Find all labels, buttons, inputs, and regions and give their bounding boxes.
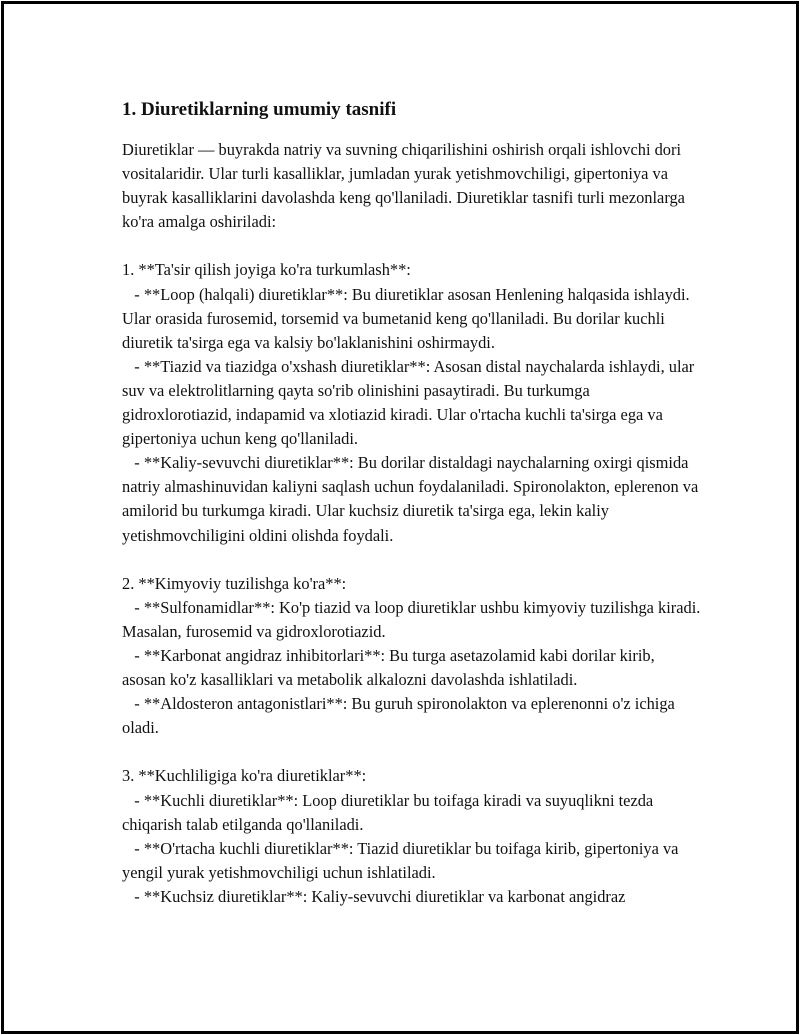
intro-paragraph: Diuretiklar — buyrakda natriy va suvning chiqarilishini oshirish orqali ishlovchi dori vositalaridir. Ular turli kasalliklar, jumladan yurak yetishmovchiligi, gipertoniya va buyrak kasalliklarini davolashda keng qo'llaniladi. Diuretiklar tasnifi turli mezonlarga ko'ra amalga oshiriladi:: [122, 140, 690, 232]
list-item-ortacha: - **O'rtacha kuchli diuretiklar**: Tiazid diuretiklar bu toifaga kirib, gipertoniya va yengil yurak yetishmovchiligi uchun ishlatiladi.: [122, 838, 683, 882]
paragraph-gap: [122, 234, 702, 258]
list-item-karbonat: - **Karbonat angidraz inhibitorlari**: Bu turga asetazolamid kabi dorilar kirib, asosan ko'z kasalliklari va metabolik alkalozni davolashda ishlatiladi.: [122, 645, 659, 690]
paragraph-gap: [122, 740, 702, 764]
list-item-kaliy: - **Kaliy-sevuvchi diuretiklar**: Bu dorilar distaldagi naychalarning oxirgi qismida natriy almashinuvidan kaliyni saqlash uchun foydalaniladi. Spironolakton, eplerenon va amilorid bu turkumga kiradi. Ular kuchsiz diuretik ta'sirga ega, lekin kaliy yetishmovchiligini oldini olishda foydali.: [122, 453, 703, 545]
list-item-kuchli: - **Kuchli diuretiklar**: Loop diuretiklar bu toifaga kiradi va suyuqlikni tezda chiqarish talab etilganda qo'llaniladi.: [122, 790, 658, 834]
list-item-aldosteron: - **Aldosteron antagonistlari**: Bu guruh spironolakton va eplerenonni o'z ichiga oladi.: [122, 694, 679, 738]
page-frame: [1, 1, 799, 1034]
section-heading-1: 1. **Ta'sir qilish joyiga ko'ra turkumlash**:: [122, 260, 411, 280]
document-body: [122, 96, 705, 909]
list-item-sulfonamidlar: - **Sulfonamidlar**: Ko'p tiazid va loop diuretiklar ushbu kimyoviy tuzilishga kiradi. Masalan, furosemid va gidroxlorotiazid.: [122, 597, 705, 641]
list-item-kuchsiz: - **Kuchsiz diuretiklar**: Kaliy-sevuvchi diuretiklar va karbonat angidraz: [122, 886, 626, 906]
section-heading-2: 2. **Kimyoviy tuzilishga ko'ra**:: [122, 573, 347, 593]
document-title: 1. Diuretiklarning umumiy tasnifi: [122, 99, 397, 120]
list-item-loop: - **Loop (halqali) diuretiklar**: Bu diuretiklar asosan Henlening halqasida ishlaydi. Ular orasida furosemid, torsemid va bumetanid keng qo'llaniladi. Bu dorilar kuchli diuretik ta'sirga ega va kalsiy bo'laklanishini oshirmaydi.: [122, 284, 694, 352]
section-heading-3: 3. **Kuchliligiga ko'ra diuretiklar**:: [122, 766, 367, 786]
list-item-tiazid: - **Tiazid va tiazidga o'xshash diuretiklar**: Asosan distal naychalarda ishlaydi, ular suv va elektrolitlarning qayta so'rib olinishini pasaytiradi. Bu turkumga gidroxlorotiazid, indapamid va xlotiazid kiradi. Ular o'rtacha kuchli ta'sirga ega va gipertoniya uchun keng qo'llaniladi.: [122, 356, 699, 449]
paragraph-gap: [122, 548, 702, 572]
